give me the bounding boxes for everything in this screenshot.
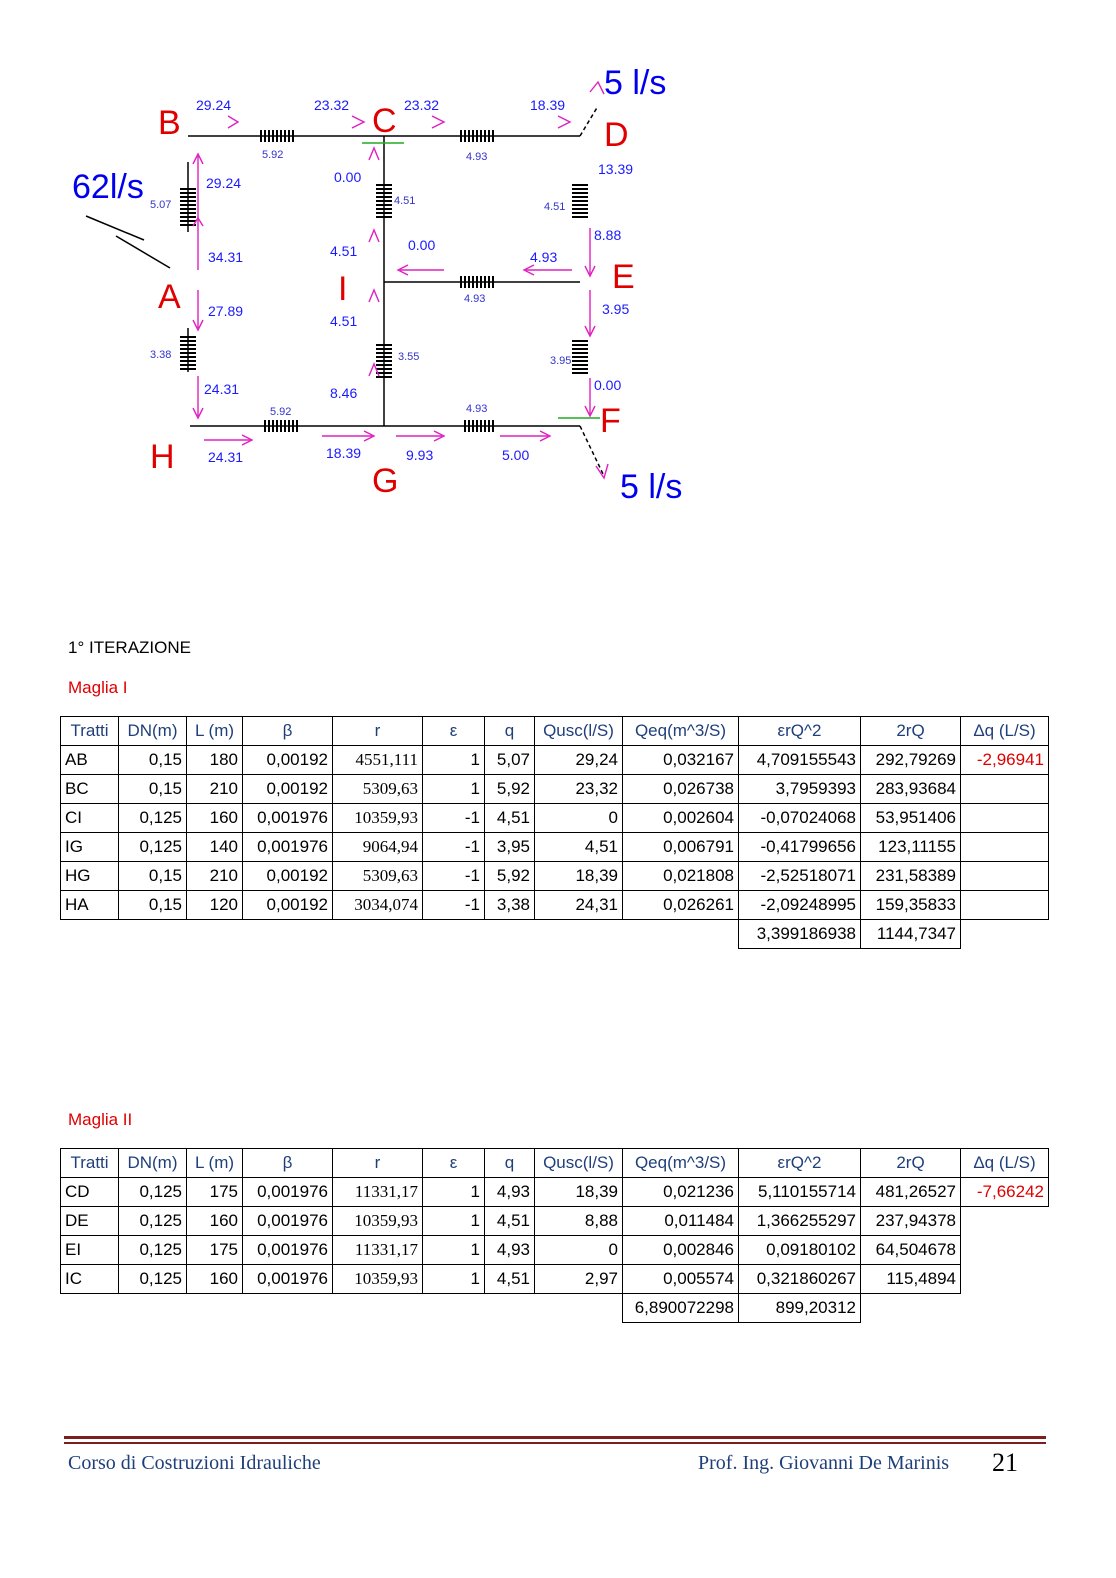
cell-dn: 0,125 (119, 804, 187, 833)
table-row (61, 1236, 1049, 1265)
cell-tratto: IG (61, 833, 119, 862)
cell-eps: 1 (423, 746, 485, 775)
cell-dq (961, 1236, 1049, 1265)
cell-q: 4,93 (485, 1178, 535, 1207)
table-sum-row (61, 920, 1049, 949)
table-row (61, 775, 1049, 804)
pipe-value: 3.55 (398, 351, 420, 363)
node-g-label: G (372, 462, 399, 500)
sum-erq2: 3,399186938 (739, 920, 861, 949)
column-header: Qusc(l/S) (535, 717, 623, 746)
flow-value: 0.00 (594, 377, 622, 393)
cell-q: 5,92 (485, 775, 535, 804)
pipe-value: 5.92 (270, 406, 292, 418)
footer-course: Corso di Costruzioni Idrauliche (68, 1452, 321, 1474)
table-row (61, 1178, 1049, 1207)
cell-eps: -1 (423, 833, 485, 862)
flow-value: 18.39 (530, 97, 566, 113)
cell-tratto: IC (61, 1265, 119, 1294)
cell-l: 210 (187, 862, 243, 891)
iteration-title: 1° ITERAZIONE (68, 638, 191, 657)
cell-dn: 0,15 (119, 775, 187, 804)
cell-q: 4,51 (485, 1265, 535, 1294)
cell-eps: -1 (423, 804, 485, 833)
flow-value: 13.39 (598, 161, 634, 177)
cell-r: 5309,63 (333, 862, 423, 891)
flow-arrows (193, 82, 608, 478)
flow-value: 24.31 (204, 381, 240, 397)
cell-2rq: 283,93684 (861, 775, 961, 804)
cell-erq2: 0,09180102 (739, 1236, 861, 1265)
cell-r: 10359,93 (333, 1207, 423, 1236)
cell-l: 175 (187, 1178, 243, 1207)
pipe-value: 3.38 (150, 349, 172, 361)
cell-l: 180 (187, 746, 243, 775)
cell-2rq: 64,504678 (861, 1236, 961, 1265)
cell-r: 4551,111 (333, 746, 423, 775)
footer-rule (64, 1436, 1046, 1439)
table-header-row (61, 1149, 1049, 1178)
cell-beta: 0,001976 (243, 1236, 333, 1265)
flow-value: 8.46 (330, 385, 358, 401)
node-a-label: A (158, 278, 181, 316)
cell-eps: 1 (423, 775, 485, 804)
cell-eps: 1 (423, 1178, 485, 1207)
cell-erq2: -2,09248995 (739, 891, 861, 920)
pipe-value: 4.93 (466, 403, 488, 415)
cell-2rq: 292,79269 (861, 746, 961, 775)
column-header: Tratti (61, 1149, 119, 1178)
flow-value: 29.24 (206, 175, 242, 191)
cell-2rq: 115,4894 (861, 1265, 961, 1294)
cell-dn: 0,125 (119, 833, 187, 862)
cell-beta: 0,001976 (243, 833, 333, 862)
column-header: L (m) (187, 1149, 243, 1178)
cell-beta: 0,00192 (243, 746, 333, 775)
outflow-d-label: 5 l/s (604, 64, 667, 102)
column-header: ε (423, 1149, 485, 1178)
cell-qeq: 0,026738 (623, 775, 739, 804)
cell-erq2: 5,110155714 (739, 1178, 861, 1207)
cell-erq2: 1,366255297 (739, 1207, 861, 1236)
node-c-label: C (372, 102, 397, 140)
cell-eps: -1 (423, 862, 485, 891)
cell-dn: 0,15 (119, 862, 187, 891)
cell-qusc: 24,31 (535, 891, 623, 920)
cell-dn: 0,15 (119, 891, 187, 920)
cell-q: 3,95 (485, 833, 535, 862)
inflow-label: 62l/s (72, 168, 144, 206)
cell-2rq: 53,951406 (861, 804, 961, 833)
maglia2-title: Maglia II (68, 1110, 133, 1129)
cell-erq2: 3,7959393 (739, 775, 861, 804)
cell-q: 5,92 (485, 862, 535, 891)
table-header-row (61, 717, 1049, 746)
table-row (61, 1265, 1049, 1294)
column-header: εrQ^2 (739, 1149, 861, 1178)
cell-r: 10359,93 (333, 1265, 423, 1294)
cell-qusc: 29,24 (535, 746, 623, 775)
cell-l: 160 (187, 1207, 243, 1236)
cell-2rq: 237,94378 (861, 1207, 961, 1236)
pipe-value: 5.07 (150, 199, 172, 211)
flow-value: 23.32 (314, 97, 350, 113)
cell-dq (961, 833, 1049, 862)
sum-2rq: 1144,7347 (861, 920, 961, 949)
cell-tratto: EI (61, 1236, 119, 1265)
cell-r: 11331,17 (333, 1178, 423, 1207)
node-d-label: D (604, 116, 629, 154)
cell-qeq: 0,006791 (623, 833, 739, 862)
pipe-value: 5.92 (262, 149, 284, 161)
cell-dq (961, 1207, 1049, 1236)
cell-tratto: HA (61, 891, 119, 920)
cell-erq2: -0,07024068 (739, 804, 861, 833)
cell-2rq: 231,58389 (861, 862, 961, 891)
flow-value: 18.39 (326, 445, 362, 461)
cell-q: 4,51 (485, 1207, 535, 1236)
cell-l: 160 (187, 1265, 243, 1294)
pipe-value: 4.93 (466, 151, 488, 163)
column-header: r (333, 717, 423, 746)
column-header: 2rQ (861, 717, 961, 746)
cell-r: 10359,93 (333, 804, 423, 833)
cell-tratto: CD (61, 1178, 119, 1207)
cell-l: 175 (187, 1236, 243, 1265)
cell-dn: 0,125 (119, 1265, 187, 1294)
page-number: 21 (992, 1448, 1018, 1477)
column-header: Qeq(m^3/S) (623, 1149, 739, 1178)
cell-eps: 1 (423, 1265, 485, 1294)
column-header: εrQ^2 (739, 717, 861, 746)
cell-dq: -7,66242 (961, 1178, 1049, 1207)
outflow-f-label: 5 l/s (620, 468, 683, 506)
footer-rule (64, 1442, 1046, 1444)
cell-eps: -1 (423, 891, 485, 920)
column-header: 2rQ (861, 1149, 961, 1178)
table-row (61, 862, 1049, 891)
cell-qeq: 0,021236 (623, 1178, 739, 1207)
cell-q: 5,07 (485, 746, 535, 775)
cell-beta: 0,00192 (243, 862, 333, 891)
cell-q: 3,38 (485, 891, 535, 920)
column-header: DN(m) (119, 717, 187, 746)
cell-r: 3034,074 (333, 891, 423, 920)
maglia1-table (60, 716, 1049, 949)
table-row (61, 891, 1049, 920)
cell-beta: 0,001976 (243, 804, 333, 833)
cell-qusc: 0 (535, 804, 623, 833)
cell-tratto: CI (61, 804, 119, 833)
sum-2rq: 899,20312 (739, 1294, 861, 1323)
column-header: DN(m) (119, 1149, 187, 1178)
cell-q: 4,51 (485, 804, 535, 833)
table-sum-row (61, 1294, 1049, 1323)
cell-l: 140 (187, 833, 243, 862)
cell-q: 4,93 (485, 1236, 535, 1265)
flow-value: 5.00 (502, 447, 530, 463)
cell-2rq: 481,26527 (861, 1178, 961, 1207)
node-b-label: B (158, 104, 181, 142)
cell-beta: 0,00192 (243, 775, 333, 804)
cell-dn: 0,125 (119, 1207, 187, 1236)
cell-erq2: 4,709155543 (739, 746, 861, 775)
cell-eps: 1 (423, 1207, 485, 1236)
cell-2rq: 159,35833 (861, 891, 961, 920)
cell-qeq: 0,005574 (623, 1265, 739, 1294)
column-header: Tratti (61, 717, 119, 746)
flow-value: 29.24 (196, 97, 232, 113)
column-header: L (m) (187, 717, 243, 746)
flow-value: 0.00 (334, 169, 362, 185)
cell-beta: 0,001976 (243, 1178, 333, 1207)
table-row (61, 1207, 1049, 1236)
flow-value: 3.95 (602, 301, 630, 317)
column-header: r (333, 1149, 423, 1178)
cell-qeq: 0,002846 (623, 1236, 739, 1265)
flow-value: 8.88 (594, 227, 622, 243)
pipe-network-diagram (0, 0, 1116, 520)
cell-dn: 0,125 (119, 1178, 187, 1207)
flow-value: 4.51 (330, 243, 358, 259)
pipe-value: 4.51 (394, 195, 416, 207)
column-header: β (243, 717, 333, 746)
cell-dq (961, 891, 1049, 920)
cell-tratto: AB (61, 746, 119, 775)
footer-professor: Prof. Ing. Giovanni De Marinis (698, 1452, 950, 1474)
cell-2rq: 123,11155 (861, 833, 961, 862)
table-row (61, 833, 1049, 862)
column-header: q (485, 717, 535, 746)
cell-erq2: 0,321860267 (739, 1265, 861, 1294)
cell-qeq: 0,032167 (623, 746, 739, 775)
cell-qusc: 2,97 (535, 1265, 623, 1294)
maglia1-title: Maglia I (68, 678, 128, 697)
pipe-value: 3.95 (550, 355, 572, 367)
cell-qeq: 0,011484 (623, 1207, 739, 1236)
cell-dq (961, 804, 1049, 833)
cell-qusc: 0 (535, 1236, 623, 1265)
flow-value: 4.51 (330, 313, 358, 329)
maglia2-table (60, 1148, 1049, 1323)
cell-qusc: 18,39 (535, 1178, 623, 1207)
node-f-label: F (600, 402, 621, 440)
cell-qeq: 0,002604 (623, 804, 739, 833)
cell-dq: -2,96941 (961, 746, 1049, 775)
cell-beta: 0,001976 (243, 1207, 333, 1236)
cell-r: 9064,94 (333, 833, 423, 862)
flow-value: 0.00 (408, 237, 436, 253)
node-e-label: E (612, 258, 635, 296)
flow-value: 9.93 (406, 447, 434, 463)
pipe-value: 4.51 (544, 201, 566, 213)
cell-dn: 0,15 (119, 746, 187, 775)
cell-tratto: HG (61, 862, 119, 891)
table-row (61, 746, 1049, 775)
column-header: Δq (L/S) (961, 717, 1049, 746)
cell-erq2: -2,52518071 (739, 862, 861, 891)
column-header: Δq (L/S) (961, 1149, 1049, 1178)
flow-value: 27.89 (208, 303, 244, 319)
column-header: Qusc(l/S) (535, 1149, 623, 1178)
flow-value: 23.32 (404, 97, 440, 113)
cell-qusc: 18,39 (535, 862, 623, 891)
cell-beta: 0,00192 (243, 891, 333, 920)
flow-value: 34.31 (208, 249, 244, 265)
cell-qeq: 0,021808 (623, 862, 739, 891)
cell-r: 11331,17 (333, 1236, 423, 1265)
flow-value: 24.31 (208, 449, 244, 465)
table-row (61, 804, 1049, 833)
column-header: q (485, 1149, 535, 1178)
cell-l: 210 (187, 775, 243, 804)
cell-qusc: 4,51 (535, 833, 623, 862)
cell-dq (961, 862, 1049, 891)
cell-erq2: -0,41799656 (739, 833, 861, 862)
node-h-label: H (150, 438, 175, 476)
cell-l: 160 (187, 804, 243, 833)
cell-qusc: 8,88 (535, 1207, 623, 1236)
cell-eps: 1 (423, 1236, 485, 1265)
column-header: Qeq(m^3/S) (623, 717, 739, 746)
cell-beta: 0,001976 (243, 1265, 333, 1294)
pipe-value: 4.93 (464, 293, 486, 305)
node-i-label: I (338, 270, 348, 308)
flow-value: 4.93 (530, 249, 558, 265)
cell-qeq: 0,026261 (623, 891, 739, 920)
cell-qusc: 23,32 (535, 775, 623, 804)
cell-tratto: BC (61, 775, 119, 804)
cell-dn: 0,125 (119, 1236, 187, 1265)
column-header: ε (423, 717, 485, 746)
cell-tratto: DE (61, 1207, 119, 1236)
cell-l: 120 (187, 891, 243, 920)
column-header: β (243, 1149, 333, 1178)
cell-dq (961, 775, 1049, 804)
cell-dq (961, 1265, 1049, 1294)
sum-erq2: 6,890072298 (623, 1294, 739, 1323)
cell-r: 5309,63 (333, 775, 423, 804)
